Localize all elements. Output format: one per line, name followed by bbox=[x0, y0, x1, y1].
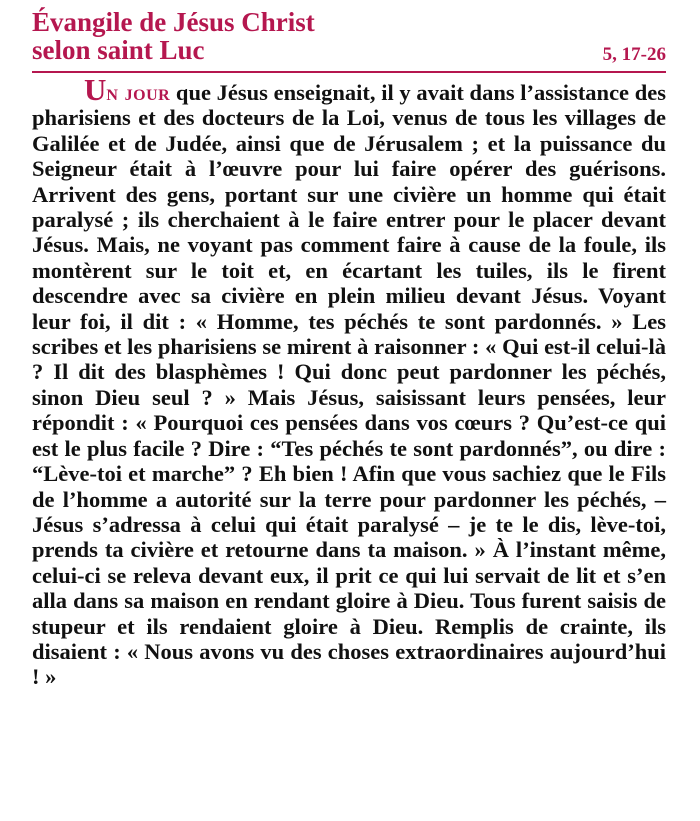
gospel-title-line-2: selon saint Luc bbox=[32, 35, 205, 65]
gospel-header bbox=[32, 8, 666, 68]
gospel-title-line-1: Évangile de Jésus Christ bbox=[32, 7, 315, 37]
opening-initial: U bbox=[84, 72, 107, 107]
passage-text: que Jésus enseignait, il y avait dans l’assistance des pharisiens et des docteurs de la Loi, venus de tous les villages de Galilée et de Judée, ainsi que de Jérusalem ; et la puissance du Seigneur était à l’œuvre pour lui faire opérer des guérisons. Arrivent des gens, portant sur une civière un homme qui était paralysé ; ils cherchaient à le faire entrer pour le placer devant Jésus. Mais, ne voyant pas comment faire à cause de la foule, ils montèrent sur le toit et, en écartant les tuiles, ils le firent descendre avec sa civière en plein milieu devant Jésus. Voyant leur foi, il dit : « Homme, tes péchés te sont pardonnés. » Les scribes et les pharisiens se mirent à raisonner : « Qui est-il celui-là ? Il dit des blasphèmes ! Qui donc peut pardonner les péchés, sinon Dieu seul ? » Mais Jésus, saisissant leurs pensées, leur répondit : « Pourquoi ces pensées dans vos cœurs ? Qu’est-ce qui est le plus facile ? Dire : “Tes péchés te sont pardonnés”, ou dire : “Lève-toi et marche” ? Eh bien ! Afin que vous sachiez que le Fils de l’homme a autorité sur la terre pour pardonner les péchés, – Jésus s’adressa à celui qui était paralysé – je te le dis, lève-toi, prends ta civière et retourne dans ta maison. » À l’instant même, celui-ci se releva devant eux, il prit ce qui lui servait de lit et s’en alla dans sa maison en rendant gloire à Dieu. Tous furent saisis de stupeur et ils rendaient gloire à Dieu. Remplis de crainte, ils disaient : « Nous avons vu des choses extraordinaires aujourd’hui ! » bbox=[32, 80, 667, 690]
scripture-reference: 5, 17-26 bbox=[602, 44, 666, 65]
gospel-passage bbox=[32, 72, 667, 690]
gospel-page bbox=[32, 8, 666, 690]
header-divider bbox=[32, 71, 666, 73]
opening-small-caps: n jour bbox=[106, 80, 171, 105]
